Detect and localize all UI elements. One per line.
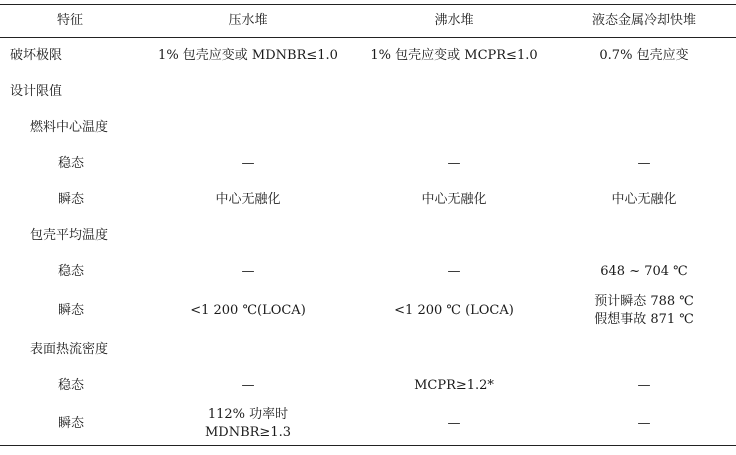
- table-body: [0, 38, 736, 446]
- table-row-damage-limit: [0, 38, 736, 74]
- table-row-clad-avg-temp: [0, 218, 736, 254]
- table-row-surface-heat-flux: [0, 332, 736, 368]
- table-header: [0, 5, 736, 38]
- cell-lmfbr: —: [552, 404, 736, 446]
- cell-pwr: 1% 包壳应变或 MDNBR≤1.0: [158, 47, 338, 63]
- cell-pwr: 中心无融化: [215, 191, 281, 207]
- cell-lmfbr: 0.7% 包壳应变: [599, 47, 689, 63]
- row-label: 稳态: [58, 155, 85, 171]
- cell-lmfbr: 中心无融化: [611, 191, 677, 207]
- cell-pwr: —: [241, 155, 255, 171]
- cell-bwr: —: [356, 404, 552, 446]
- header-bwr: 沸水堆: [356, 5, 552, 38]
- row-label: 包壳平均温度: [30, 227, 109, 243]
- table-row-clad-steady: [0, 254, 736, 290]
- row-label: 燃料中心温度: [30, 119, 109, 135]
- cell-bwr: —: [447, 155, 461, 171]
- header-row: [0, 5, 736, 38]
- table-row-fuel-steady: [0, 146, 736, 182]
- cell-pwr: [140, 404, 356, 446]
- header-pwr: 压水堆: [140, 5, 356, 38]
- cell-bwr: —: [447, 263, 461, 279]
- cell-lmfbr: [552, 290, 736, 332]
- cell-lmfbr: —: [637, 377, 651, 393]
- row-label: 破坏极限: [10, 47, 63, 63]
- table-row-fuel-transient: [0, 182, 736, 218]
- table-row-fuel-center-temp: [0, 110, 736, 146]
- header-feature: 特征: [0, 5, 140, 38]
- row-label: 设计限值: [10, 83, 63, 99]
- table-row-flux-steady: [0, 368, 736, 404]
- cell-line: MDNBR≥1.3: [204, 425, 292, 441]
- header-lmfbr: 液态金属冷却快堆: [552, 5, 736, 38]
- row-label: 稳态: [58, 377, 85, 393]
- cell-lmfbr: —: [637, 155, 651, 171]
- cell-pwr: —: [241, 263, 255, 279]
- table-row-clad-transient: [0, 290, 736, 332]
- cell-bwr: 中心无融化: [421, 191, 487, 207]
- cell-bwr: 1% 包壳应变或 MCPR≤1.0: [370, 47, 538, 63]
- row-label: 瞬态: [58, 191, 85, 207]
- fuel-design-limits-table: [0, 4, 736, 446]
- cell-line: 112% 功率时: [207, 407, 289, 423]
- row-label: 瞬态: [0, 404, 140, 446]
- cell-bwr: MCPR≥1.2*: [414, 377, 494, 393]
- row-label: 稳态: [58, 263, 85, 279]
- cell-bwr: <1 200 ℃ (LOCA): [394, 302, 514, 318]
- row-label: 瞬态: [58, 302, 85, 318]
- table-row-flux-transient: [0, 404, 736, 446]
- cell-pwr: <1 200 ℃(LOCA): [190, 302, 306, 318]
- table-row-design-limit: [0, 74, 736, 110]
- cell-line: 预计瞬态 788 ℃: [594, 293, 694, 309]
- cell-line: 假想事故 871 ℃: [594, 311, 694, 327]
- row-label: 表面热流密度: [30, 341, 109, 357]
- cell-lmfbr: 648 ~ 704 ℃: [600, 263, 688, 279]
- cell-pwr: —: [241, 377, 255, 393]
